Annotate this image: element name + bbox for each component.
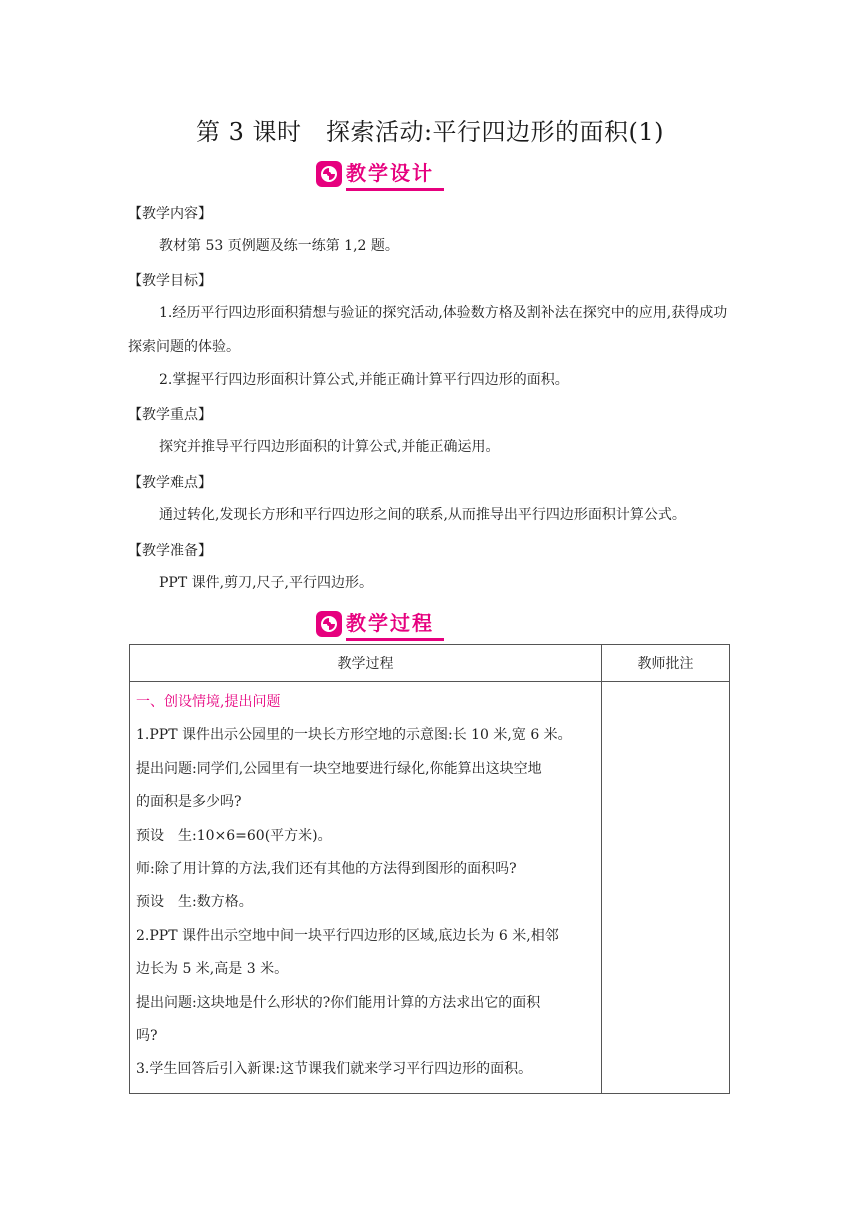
teaching-process-label: 教学过程 <box>346 607 444 641</box>
teaching-design-banner <box>316 159 444 189</box>
process-line: 师:除了用计算的方法,我们还有其他的方法得到图形的面积吗? <box>136 861 517 878</box>
goals-item-2: 2.掌握平行四边形面积计算公式,并能正确计算平行四边形的面积。 <box>159 372 569 388</box>
process-line: 提出问题:同学们,公园里有一块空地要进行绿化,你能算出这块空地 <box>136 760 542 777</box>
goals-heading: 【教学目标】 <box>128 273 212 289</box>
preparation-text: PPT 课件,剪刀,尺子,平行四边形。 <box>159 575 373 591</box>
process-line: 预设 生:10×6=60(平方米)。 <box>136 827 332 844</box>
content-heading: 【教学内容】 <box>128 206 212 222</box>
process-line: 3.学生回答后引入新课:这节课我们就来学习平行四边形的面积。 <box>136 1061 533 1078</box>
process-subheading: 一、创设情境,提出问题 <box>136 694 281 710</box>
process-line: 边长为 5 米,高是 3 米。 <box>136 961 289 978</box>
process-line: 预设 生:数方格。 <box>136 894 253 911</box>
process-cell <box>130 682 602 1094</box>
page-title: 第 3 课时 探索活动:平行四边形的面积(1) <box>195 118 665 146</box>
process-line: 的面积是多少吗? <box>136 794 242 811</box>
goals-item-1: 1.经历平行四边形面积猜想与验证的探究活动,体验数方格及割补法在探究中的应用,获得成功探索问题的体验。 <box>128 305 728 355</box>
key-points-text: 探究并推导平行四边形面积的计算公式,并能正确运用。 <box>159 439 500 455</box>
spiral-logo-icon <box>316 161 342 187</box>
difficulties-text: 通过转化,发现长方形和平行四边形之间的联系,从而推导出平行四边形面积计算公式。 <box>159 507 686 523</box>
table-header-notes: 教师批注 <box>602 645 730 682</box>
teaching-process-table <box>129 644 730 1094</box>
table-row <box>130 682 730 1094</box>
preparation-heading: 【教学准备】 <box>128 543 212 559</box>
teaching-design-label: 教学设计 <box>346 157 444 191</box>
teaching-process-banner <box>316 609 444 639</box>
table-header-process: 教学过程 <box>130 645 602 682</box>
process-line: 2.PPT 课件出示空地中间一块平行四边形的区域,底边长为 6 米,相邻 <box>136 927 559 944</box>
process-line: 提出问题:这块地是什么形状的?你们能用计算的方法求出它的面积 <box>136 994 541 1011</box>
difficulties-heading: 【教学难点】 <box>128 475 212 491</box>
process-line: 吗? <box>136 1028 158 1045</box>
teacher-notes-cell <box>602 682 730 1094</box>
key-points-heading: 【教学重点】 <box>128 407 212 423</box>
content-text: 教材第 53 页例题及练一练第 1,2 题。 <box>159 238 399 254</box>
spiral-logo-icon <box>316 611 342 637</box>
process-line: 1.PPT 课件出示公园里的一块长方形空地的示意图:长 10 米,宽 6 米。 <box>136 727 572 744</box>
table-header-row <box>130 645 730 682</box>
